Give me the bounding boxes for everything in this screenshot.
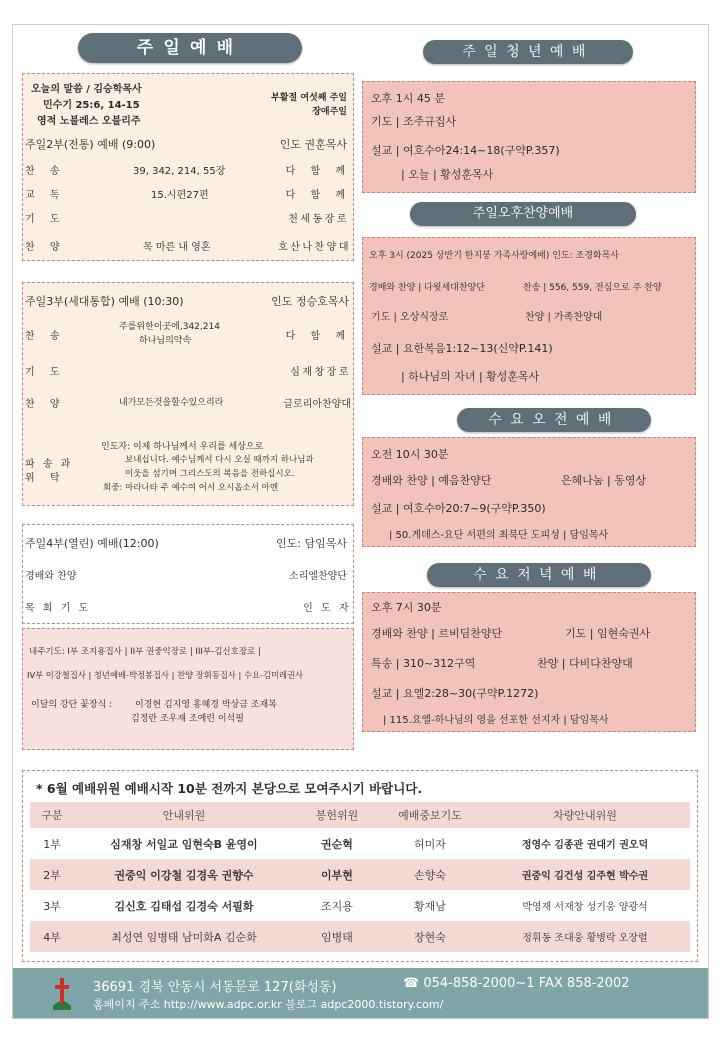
service-2-row-role: 다 함 께 (285, 190, 351, 201)
service-3-sending-label: 파 송 과 (25, 459, 73, 470)
service-2-row-role: 다 함 께 (285, 166, 351, 177)
afternoon-sermon-title: | 하나님의 자녀 | 황성훈목사 (401, 370, 540, 383)
sending-line: 이웃을 섬기며 그리스도의 복음을 전하십시오. (125, 469, 295, 479)
service-3-leader: 인도 정승호목사 (271, 295, 349, 308)
service-3-praise-value: 내가모든것을할수있으리라 (119, 398, 224, 408)
wed-evening-sermon: 설교 | 요엘2:28~30(구약P.1272) (371, 687, 539, 700)
service-3-hymn-label: 찬 송 (25, 331, 66, 342)
table-cell: 장현숙 (380, 921, 480, 952)
wed-evening-prayer: 기도 | 임현숙권사 (565, 627, 651, 640)
sending-line: 보내십니다. 예수님께서 다시 오실 때까지 하나님과 (125, 455, 314, 465)
afternoon-worship-header: 주일오후찬양예배 (410, 202, 636, 226)
table-cell: 2부 (30, 859, 74, 890)
table-cell: 정영수 김종관 권대기 권오덕 (480, 828, 690, 859)
service-2-row-label: 찬 양 (25, 242, 66, 253)
sunday-worship-header: 주일예배 (78, 33, 302, 63)
table-cell: 최성연 임병태 남미화A 김순화 (74, 921, 294, 952)
service-2-row-value: 39, 342, 214, 55장 (133, 166, 226, 177)
table-row (30, 890, 690, 921)
afternoon-sermon: 설교 | 요한복음1:12~13(신약P.141) (371, 342, 553, 355)
service-3-sending-label-2: 위 탁 (25, 473, 66, 484)
table-cell: 심재창 서일교 임현숙B 윤영이 (74, 828, 294, 859)
table-cell: 1부 (30, 828, 74, 859)
committee-table (30, 802, 690, 952)
church-logo-icon (51, 976, 73, 1010)
table-cell: 3부 (30, 890, 74, 921)
wed-evening-worship-header: 수요저녁예배 (427, 563, 651, 587)
service-2-row-value: 목 마른 내 영혼 (143, 242, 211, 253)
column-header: 예배중보기도 (380, 802, 480, 828)
table-cell: 임병태 (294, 921, 380, 952)
service-2-leader: 인도 권훈목사 (279, 138, 347, 151)
service-3-box (22, 282, 354, 506)
service-4-praise-label: 경배와 찬양 (25, 571, 77, 582)
youth-worship-header: 주일청년예배 (423, 40, 633, 64)
flower-names: 이경현 김지영 홍혜경 박상금 조재복 (135, 700, 277, 710)
notes-box (22, 628, 354, 750)
flower-label: 이달의 강단 꽃장식 : (31, 700, 113, 710)
afternoon-praise: 경배와 찬양 | 다윗세대찬양단 (369, 283, 485, 293)
afternoon-time: 오후 3시 (2025 상반기 한지붕 가족사랑예배) 인도: 조경화목사 (369, 251, 619, 261)
table-cell: 정휘동 조대웅 황병락 오장렬 (480, 921, 690, 952)
sermon-reference: 민수기 25:6, 14-15 (43, 100, 140, 111)
service-3-title: 주일3부(세대통합) 예배 (10:30) (25, 295, 184, 308)
service-4-praise-role: 소리엘찬양단 (289, 571, 347, 582)
table-row (30, 921, 690, 952)
table-cell: 이부현 (294, 859, 380, 890)
table-cell: 권중익 이강철 김경옥 권향수 (74, 859, 294, 890)
column-header: 구분 (30, 802, 74, 828)
footer (13, 968, 708, 1018)
afternoon-box (362, 237, 696, 395)
wed-evening-praise: 경배와 찬양 | 르비딤찬양단 (371, 627, 503, 640)
wed-morning-grace: 은혜나눔 | 동영상 (561, 474, 647, 487)
table-row (30, 859, 690, 890)
table-cell: 김신호 김태섭 김경숙 서필화 (74, 890, 294, 921)
wed-morning-praise: 경배와 찬양 | 예음찬양단 (371, 474, 492, 487)
youth-sermon: 설교 | 여호수아24:14~18(구약P.357) (371, 144, 560, 157)
wed-evening-special: 특송 | 310~312구역 (371, 657, 476, 670)
table-cell: 박영재 서재창 성기웅 양광석 (480, 890, 690, 921)
service-3-hymn-role: 다 함 께 (285, 331, 351, 342)
afternoon-hymn: 찬송 | 556, 559, 전심으로 주 찬양 (523, 283, 662, 293)
committee-header-row (30, 802, 690, 828)
service-4-title: 주일4부(열린) 예배(12:00) (25, 537, 159, 550)
table-cell: 허미자 (380, 828, 480, 859)
wed-morning-time: 오전 10시 30분 (371, 448, 449, 461)
youth-box (362, 81, 696, 193)
wed-morning-box (362, 437, 696, 547)
sending-line: 회중: 마라나타 주 예수여 어서 오시옵소서 아멘 (103, 483, 279, 493)
service-4-box (22, 524, 354, 624)
intercessor-line-2: IV부 이강철집사 | 청년예배-박정봉집사 | 찬양 장휘동집사 | 수요-김미레권사 (27, 670, 304, 680)
service-3-prayer-role: 심재창장로 (290, 367, 351, 378)
column-header: 차량안내위원 (480, 802, 690, 828)
wed-morning-sermon-title: | 50.게데스-요단 서편의 최북단 도피성 | 담임목사 (389, 530, 609, 541)
wed-morning-sermon: 설교 | 여호수아20:7~9(구약P.350) (371, 502, 546, 515)
wed-evening-box (362, 592, 696, 732)
afternoon-choir: 찬양 | 가족찬양대 (525, 312, 603, 323)
service-2-row-label: 기 도 (25, 214, 66, 225)
afternoon-prayer: 기도 | 오상식장로 (371, 312, 449, 323)
wed-evening-sermon-title: | 115.요엘-하나님의 영을 선포한 선지자 | 담임목사 (383, 715, 609, 726)
sermon-title: 오늘의 말씀 / 김승학목사 (31, 84, 142, 95)
service-4-prayer-label: 목 회 기 도 (25, 603, 91, 614)
service-4-leader: 인도: 담임목사 (276, 537, 347, 550)
service-2-row-role: 천세동장로 (288, 214, 349, 225)
table-cell: 4부 (30, 921, 74, 952)
table-cell: 황재남 (380, 890, 480, 921)
service-4-prayer-role: 인 도 자 (303, 603, 351, 614)
table-cell: 조지용 (294, 890, 380, 921)
footer-phone: ☎ 054-858-2000~1 FAX 858-2002 (403, 976, 630, 991)
youth-prayer: 기도 | 조주규집사 (371, 115, 457, 128)
service-2-row-label: 찬 송 (25, 166, 66, 177)
service-3-prayer-label: 기 도 (25, 367, 66, 378)
sermon-theme: 영적 노블레스 오블리주 (37, 116, 141, 127)
sending-line: 인도자: 이제 하나님께서 우리를 세상으로 (101, 442, 264, 452)
committee-heading: * 6월 예배위원 예배시작 10분 전까지 본당으로 모여주시기 바랍니다. (36, 781, 423, 796)
table-row (30, 828, 690, 859)
service-3-praise-label: 찬 양 (25, 399, 66, 410)
footer-web[interactable]: 홈페이지 주소 http://www.adpc.or.kr 블로그 adpc2000.tistory.com/ (93, 998, 444, 1011)
service-2-box (22, 73, 354, 261)
sunday-name: 부활절 여섯째 주일 (271, 93, 347, 103)
service-3-praise-role: 글로리아찬양대 (283, 399, 351, 410)
service-2-row-role: 호산나찬양대 (278, 242, 351, 253)
service-3-hymn-value: 주를위한이곳에,342,214 (119, 322, 220, 332)
table-cell: 권중익 김건성 김주현 박수권 (480, 859, 690, 890)
column-header: 봉헌위원 (294, 802, 380, 828)
table-cell: 손향숙 (380, 859, 480, 890)
service-3-hymn-value-2: 하나님의약속 (139, 336, 192, 346)
wed-evening-time: 오후 7시 30분 (371, 601, 442, 614)
flower-names-2: 김정란 조우재 조예린 이석필 (131, 714, 244, 724)
table-cell: 권순혁 (294, 828, 380, 859)
service-2-row-value: 15.시편27편 (151, 190, 209, 201)
column-header: 안내위원 (74, 802, 294, 828)
wed-morning-worship-header: 수요오전예배 (457, 408, 651, 432)
youth-sermon-title: | 오늘 | 황성훈목사 (401, 168, 494, 181)
youth-time: 오후 1시 45 분 (371, 92, 445, 105)
service-2-title: 주일2부(전통) 예배 (9:00) (25, 138, 156, 151)
sunday-theme: 장애주일 (312, 107, 347, 117)
intercessor-line: 내주기도: I부 조지용집사 | II부 권중익장로 | III부-김신호장로 | (29, 647, 261, 657)
wed-evening-choir: 찬양 | 다비다찬양대 (537, 657, 633, 670)
footer-address: 36691 경북 안동시 서동문로 127(화성동) (93, 980, 337, 995)
service-2-row-label: 교 독 (25, 190, 66, 201)
